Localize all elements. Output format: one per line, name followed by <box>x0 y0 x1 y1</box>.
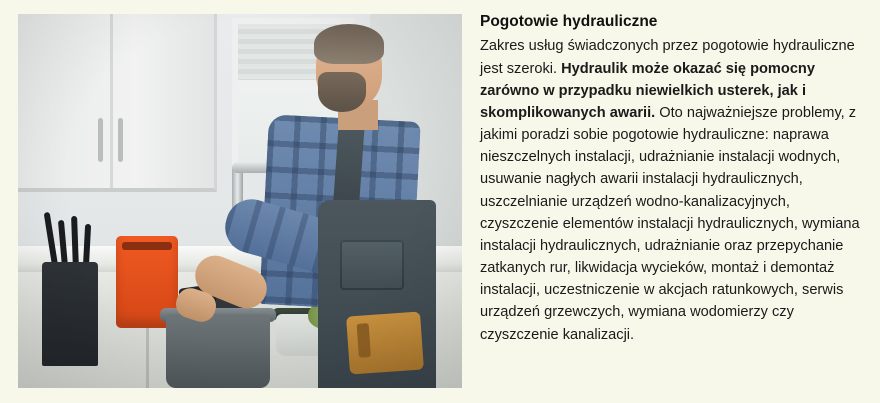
paragraph-segment-1: Zakres usług świadczonych przez pogotowie hydrauliczne jest szeroki. <box>480 38 855 77</box>
overall-pocket <box>340 240 404 290</box>
cabinet-handle <box>118 118 123 162</box>
kitchen-plumber-photo <box>18 14 462 388</box>
person-hair <box>314 24 384 64</box>
article-image <box>18 14 462 388</box>
article-paragraph <box>480 35 864 345</box>
article-title: Pogotowie hydrauliczne <box>480 13 658 30</box>
upper-cabinet <box>18 14 217 192</box>
cabinet-handle <box>98 118 103 162</box>
knife-block <box>42 262 98 366</box>
tool-belt <box>346 311 424 374</box>
tool-bin <box>166 314 270 388</box>
paragraph-segment-2: Oto najważniejsze problemy, z jakimi poradzi sobie pogotowie hydrauliczne: naprawa nieszczelnych instalacji, udrażnianie instalacji wodnych, usuwanie nagłych awarii instalacji hydraulicznych, uszczelnianie urządzeń wodno-kanalizacyjnych, czyszczenie elementów instalacji hydraulicznych, wymiana instalacji hydraulicznych, udrażnianie oraz przepychanie zatkanych rur, likwidacja wycieków, montaż i demontaż instalacji, uczestniczenie w akcjach ratunkowych, serwis urządzeń grzewczych, wymiana wodomierzy czy czyszczenie kanalizacji. <box>480 104 860 343</box>
article-text-column <box>480 12 864 346</box>
appliance-slot <box>122 242 172 250</box>
person-beard <box>318 72 366 112</box>
paragraph-highlight: Hydraulik może okazać się pomocny zarówno w przypadku niewielkich usterek, jak i skomplikowanych awarii. <box>480 60 815 121</box>
